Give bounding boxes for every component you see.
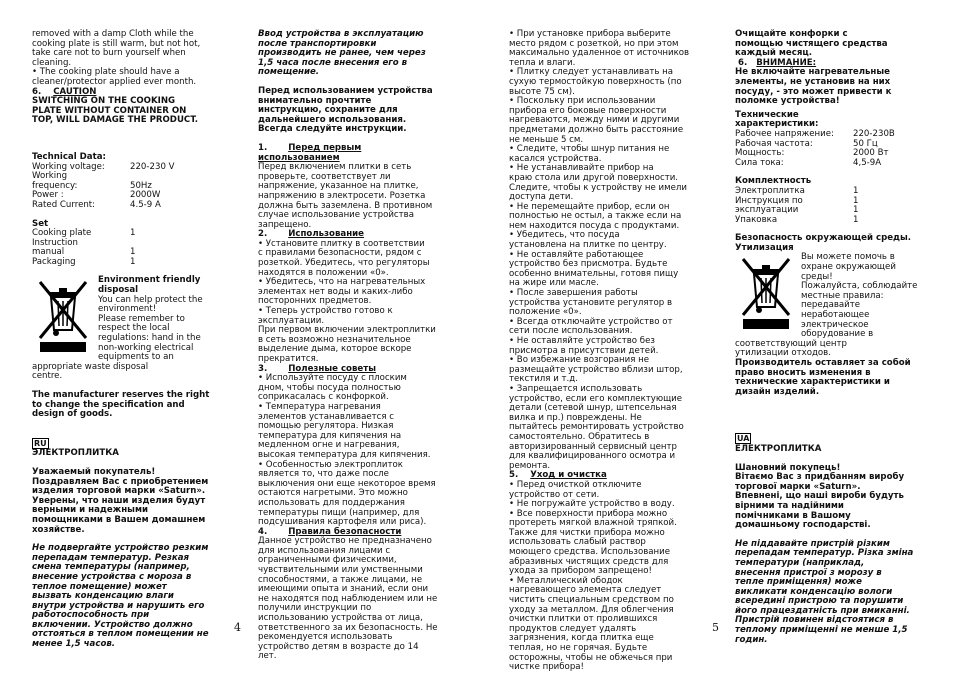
text-line: положение «0». [509,307,582,318]
text-line: дальнейшего использования. [258,114,407,125]
text-line: использовать для поддержания [258,497,405,508]
spec-value: 1 [130,256,136,267]
text-line: пытайтесь ремонтировать устройство [509,422,684,433]
text-line: теплая, но не горячая. Будьте [509,643,648,653]
spec-row [32,239,250,249]
text-line: менее 1,5 часов. [32,639,116,650]
ru-tech-title [735,111,930,130]
text-line: removed with a damp Cloth while the [32,29,194,39]
column-3 [509,30,703,673]
text-line: для использования лицами с [258,545,391,556]
text-line: design of goods. [32,409,113,420]
text-line: всередині пристрою та порушити [735,596,904,607]
text-line: выключения они еще некоторое время [258,478,436,489]
spec-key: Рабочая частота: [735,138,813,149]
text-line: присмотра в присутствии детей. [509,345,659,356]
section-1-heading: 1. Перед первым [258,142,362,153]
text-line: неработающее [801,310,870,321]
text-line: помічниками в Вашому [735,510,851,521]
keep-text [258,87,448,135]
text-line: чувствительными или умственными [258,565,423,576]
text-line: тепле приміщення) може [735,577,862,588]
recycle-bin-icon-ru [739,255,795,335]
text-line: Шановний покупець! [735,462,841,473]
text-line: • Во избежание возгорания не [509,355,650,366]
text-line: устройство от сети. [509,489,600,500]
text-line: верными и надежными [32,505,148,516]
text-line: ухода за прибором запрещено! [509,566,652,577]
text-line: The manufacturer reserves the right [32,390,210,400]
spec-key: Instruction [32,237,78,248]
text-line: текстиля и т.д. [509,374,578,385]
spec-key: Rated Current: [32,199,96,210]
cover-bullet: • The cooking plate should have a [32,67,180,78]
spec-value: 4.5-9 A [130,199,161,210]
spec-key: frequency: [32,180,78,191]
spec-row [32,258,250,268]
ua-tag: UA [737,434,750,444]
text-line: викликати конденсацію вологи [735,586,893,597]
text-line: краю стола или другой поверхности. [509,172,679,183]
text-line: ответственного за их безопасность. Не [258,622,438,633]
text-line: cleaning. [32,57,72,68]
page-number-4: 4 [234,621,241,634]
spec-key: Рабочее напряжение: [735,128,834,139]
text-line: нем находится посуда с продуктами. [509,220,680,231]
text-line: элементы, не установив на них [735,76,891,87]
text-line: технические характеристики и [735,377,890,388]
text-line: авторизированный сервисный центр [509,441,677,452]
column-2 [258,30,448,662]
tech-title: Technical Data: [32,151,106,162]
env-block [32,276,250,382]
intro-text [258,30,448,78]
spec-key: Cooking plate [32,228,92,239]
text-line: • Установите плитку в соответствии [258,238,425,249]
text-line: ограниченными физическими, [258,555,397,566]
ua-warning [735,540,930,646]
text-line: электрическое [801,319,869,330]
ru-tech-table [735,130,930,168]
text-line: охране окружающей [801,262,896,273]
text-line: його працездатність при вмиканні. [735,605,910,616]
spec-row [735,216,930,226]
spec-key: Working voltage: [32,161,105,172]
text-line: высоте 75 см). [509,86,575,97]
text-line: Следите, чтобы к устройству не имели [509,182,687,193]
text-line: Environment friendly [98,275,201,286]
text-line: дном, чтобы посуда полностью [258,382,401,393]
text-line: чистке прибора! [509,662,584,673]
text-line: тепла и влаги. [509,57,576,68]
text-line: внутри устройства и нарушить его [32,600,205,611]
spec-key: Мощность: [735,148,785,159]
text-line: прекратится. [258,354,319,364]
spec-value: 220-230В [853,128,895,139]
text-line: температуры пищи (например, для [258,507,420,518]
text-line: получили инструкции по [258,603,372,614]
text-line: внесення пристрої з морозу в [735,567,882,578]
text-line: • Не перемещайте прибор, если он [509,201,670,212]
text-line: вызвать конденсацию влаги [32,591,174,602]
text-line: проверьте, соответствует ли [258,171,391,182]
text-line: внимательно прочтите [258,95,372,106]
section-4-text [258,537,448,662]
spec-key: manual [32,247,65,258]
spec-row [32,201,250,211]
text-line: • Плитку следует устанавливать на [509,67,674,78]
text-line: environment! [98,304,157,315]
text-line: помощниками в Вашем домашнем [32,514,206,525]
text-line: имеющими опыта и знаний, если они [258,584,429,595]
text-line: Вы можете помочь в [801,252,895,263]
text-line: • Всегда отключайте устройство от [509,316,673,327]
text-line: чистить специальным средством по [509,595,674,606]
text-line: You can help protect the [98,294,203,305]
text-line: уходу за металлом. Для облегчения [509,604,674,615]
section-5-heading: 5. Уход и очистка [509,470,607,481]
spec-key: Инструкция по [735,195,803,206]
spec-key: Электроплитка [735,185,805,196]
text-line: производить не ранее, чем через [258,48,426,59]
reserve-text [32,391,250,420]
text-line: Ввод устройства в эксплуатацию [258,29,424,39]
text-line: • Не оставляйте работающее [509,249,644,260]
text-line: годин. [735,634,768,645]
text-line: посуду, - это может привести к [735,86,892,97]
text-line: appropriate waste disposal [32,361,149,372]
text-line: • Все поверхности прибора можно [509,508,668,519]
text-line: вилка и пр.) повреждены. Не [509,412,642,423]
text-line: Не піддавайте пристрій різким [735,538,890,549]
ru-greeting [32,468,250,535]
text-line: особенно внимательны, готовя пищу [509,268,679,279]
text-line: максимально удаленное от источников [509,48,690,59]
text-line: Пристрій повинен відстоятися в [735,615,894,626]
text-line: самостоятельно. Обратитесь в [509,431,650,442]
text-line: торгової марки «Saturn». [735,481,861,492]
text-line: передавайте [801,300,861,311]
text-line: установлена на плитке по центру. [509,240,667,251]
text-line: напряжение, указанное на плитке, [258,181,419,192]
text-line: внесение устройства с мороза в [32,571,192,582]
text-line: не меньше 5 см. [509,134,584,145]
text-line: элементах нет воды и каких-либо [258,286,413,297]
text-line: SWITCHING ON THE COOKING [32,96,176,107]
text-line: • Не оставляйте устройство без [509,336,655,346]
text-line: размещайте устройство вблизи штор, [509,364,683,375]
text-line: • Теперь устройство готово к [258,306,393,317]
text-line: включении. Устройство должно [32,619,193,630]
clean-text [735,30,930,59]
text-line: cooking plate is still warm, but not hot, [32,38,201,49]
text-line: устройство детям в возрасте до 14 [258,641,419,652]
spec-value: 1 [853,205,859,216]
text-line: после транспортировки [258,38,377,49]
ru-reserve-text [735,359,930,397]
text-line: напряжению в электросети. Розетка [258,190,426,201]
text-line: касался устройства. [509,153,602,164]
spec-value: 220-230 V [130,161,175,172]
text-line: перепадам температур. Різка зміна [735,548,914,559]
text-line: хозяйстве. [32,524,85,535]
spec-key: эксплуатации [735,205,799,216]
text-line: equipments to an [98,352,174,363]
kit-table [735,187,930,225]
text-line: эксплуатации. [258,315,325,326]
text-line: на жире или масле. [509,278,599,289]
text-line: • Металлический ободок [509,575,623,586]
text-line: Безопасность окружающей среды. [735,233,912,244]
text-line: Впевнені, що наші вироби будуть [735,491,904,502]
text-line: перепадам температур. Резкая [32,552,190,563]
spec-row [735,159,930,169]
text-line: • Запрещается использовать [509,383,643,394]
text-line: Уважаемый покупатель! [32,466,156,477]
text-line: абразивных чистящих средств для [509,556,669,567]
ru-title: ЭЛЕКТРОПЛИТКА [32,448,119,459]
text-line: для квалифицированного осмотра и [509,451,676,462]
spec-key: Упаковка [735,214,778,225]
text-line: в сеть возможно незначительное [258,334,411,345]
text-line: лет. [258,651,277,662]
spec-key: Power : [32,190,64,201]
text-line: загрязнения, когда плитка еще [509,633,654,644]
text-line: работоспособность при [32,610,150,621]
text-line: TOP, WILL DAMAGE THE PRODUCT. [32,115,199,126]
text-line: помещение. [258,67,320,78]
caution-heading: 6. CAUTION [32,86,97,97]
section-4-heading: 4. Правила безопасности [258,526,402,537]
column-4 [735,30,930,645]
text-line: Поздравляем Вас с приобретением [32,476,209,487]
text-line: Также для чистки прибора можно [509,527,665,538]
text-line: с правилами безопасности, рядом с [258,248,422,259]
section-2-text [258,240,448,365]
text-line: regulations: hand in the [98,333,201,344]
text-line: Производитель оставляет за собой [735,358,911,368]
text-line: ремонта. [509,460,551,471]
text-line: поломке устройства! [735,96,840,107]
text-line: • Особенностью электроплиток [258,459,403,470]
text-line: Всегда следуйте инструкции. [258,124,407,135]
spec-value: 1 [853,185,859,196]
text-line: сети после использования. [509,326,633,337]
safety-list [509,30,703,471]
text-line: При первом включении электроплитки [258,325,436,336]
spec-key: Сила тока: [735,157,784,168]
text-line: домашньому господарстві. [735,520,871,531]
text-line: • Следите, чтобы шнур питания не [509,144,670,155]
eco-block [735,253,930,349]
spec-value: 50 Гц [853,138,878,149]
text-line: инструкцию, сохраните для [258,105,398,116]
section-3-text [258,374,448,528]
text-line: теплому приміщенні не менше 1,5 [735,625,908,636]
eco-tail: утилизации отходов. [735,348,831,359]
text-line: Пожалуйста, соблюдайте [801,281,918,292]
text-line: • Не устанавливайте прибор на [509,163,654,174]
text-line: Please remember to [98,313,185,324]
text-line: находятся в положении «0». [258,267,389,278]
text-line: Технические [735,109,799,120]
text-line: способностями, а также лицами, не [258,574,423,585]
text-line: сухую термостойкую поверхность (по [509,76,682,87]
text-line: помощью регулятора. Низкая [258,421,394,432]
section-3-heading: 3. Полезные советы [258,363,376,374]
eco-title [735,234,930,253]
spec-value: 50Hz [130,180,152,191]
text-line: каждый месяц. [735,48,813,59]
text-line: устройство без присмотра. Будьте [509,259,668,270]
text-line: является то, что даже после [258,469,389,480]
text-line: Перед использованием устройства [258,85,433,96]
text-line: respect the local [98,323,170,334]
text-line: детали (сетевой шнур, штепсельная [509,403,677,414]
text-line: медленном огне и нагревания, [258,440,400,451]
text-line: • Используйте посуду с плоским [258,373,407,384]
text-line: disposal [98,285,139,296]
text-line: должна быть заземлена. В противном [258,200,433,211]
text-line: вірними та надійними [735,500,844,511]
text-line: • После завершения работы [509,288,638,299]
spec-value: 1 [853,195,859,206]
text-line: Перед включением плитки в сеть [258,162,412,173]
text-line: нагревающего элемента следует [509,585,662,596]
text-line: рекомендуется использовать [258,632,393,643]
care-text [32,30,250,68]
section-5-text [509,481,703,673]
spec-value: 1 [130,247,136,258]
text-line: право вносить изменения в [735,367,871,378]
text-line: смена температуры (например, [32,562,190,573]
recycle-bin-icon [36,278,92,358]
text-line: прибора его боковые поверхности [509,105,667,116]
spec-value: 4,5-9А [853,157,882,168]
text-line: устройство, если его комплектующие [509,393,683,404]
text-line: Уверены, что наши изделия будут [32,495,206,506]
ru-warning [32,544,250,650]
spec-key: Working [32,171,68,182]
text-line: характеристики: [735,119,819,130]
text-line: соответствующий центр [735,338,847,349]
text-line: теплое помещение) может [32,581,167,592]
text-line: использованию устройства от лица, [258,613,423,624]
text-line: • Температура нагревания [258,401,381,412]
text-line: • Не погружайте устройство в воду. [509,499,675,510]
text-line: протереть мягкой влажной тряпкой. [509,518,677,529]
text-line: запрещено. [258,219,312,230]
text-line: изделия торговой марки «Saturn». [32,486,206,497]
text-line: розеткой. Убедитесь, что регуляторы [258,258,430,269]
text-line: посторонних предметов. [258,296,372,307]
caution-text [32,97,250,126]
page-number-5: 5 [712,621,719,634]
spec-value: 1 [853,214,859,225]
text-line: местные правила: [801,290,884,301]
text-line: PLATE WITHOUT CONTAINER ON [32,105,187,116]
spec-value: 2000W [130,190,161,201]
text-line: очистки плитки от пролившихся [509,614,658,625]
text-line: оборудование в [801,329,874,340]
text-line: использовать слабый раствор [509,537,646,548]
column-1 [32,30,250,650]
text-line: соприкасалась с конфоркой. [258,392,389,403]
kit-title: Комплектность [735,176,812,187]
text-line: температура для кипячения на [258,430,402,441]
text-line: Вітаємо Вас з придбанням виробу [735,472,905,483]
warning-heading: 6. ВНИМАНИЕ: [738,57,817,68]
text-line: нагреваются, между ними и другими [509,115,680,126]
spec-value: 1 [130,228,136,239]
text-line: • При установке прибора выберите [509,29,671,39]
spec-value: 2000 Вт [853,148,889,159]
text-line: продуктов следует удалять [509,623,637,634]
text-line: • Убедитесь, что посуда [509,230,620,241]
text-line: устройства установите регулятор в [509,297,673,308]
text-line: предметами должно быть расстояние [509,124,684,135]
text-line: take care not to burn yourself when [32,48,186,59]
text-line: • Убедитесь, что на нагревательных [258,277,426,288]
ru-tag: RU [34,438,47,448]
section-1-text [258,163,448,230]
text-line: подсушивания картофеля или риса). [258,517,427,528]
text-line: Не включайте нагревательные [735,67,890,78]
text-line: to change the specification and [32,399,185,410]
spec-key: Packaging [32,256,76,267]
tech-table [32,163,250,211]
text-line: • Перед очисткой отключите [509,479,642,490]
section-2-heading: 2. Использование [258,229,364,240]
text-line: Утилизация [735,242,794,253]
text-line: доступа дети. [509,192,574,203]
text-line: остаются нагретыми. Это можно [258,488,408,499]
text-line: температури (наприклад, [735,557,865,568]
text-line: • Поскольку при использовании [509,96,656,107]
text-line: дизайн изделий. [735,386,820,397]
text-line: 1,5 часа после внесения его в [258,57,408,68]
text-line: Очищайте конфорки с [735,29,848,39]
text-line: полностью не остыл, а также если на [509,211,682,222]
text-line: осторожны, чтобы не обжечься при [509,652,673,663]
ua-title: ЕЛЕКТРОПЛИТКА [735,443,822,454]
text-line: место рядом с розеткой, но при этом [509,38,679,49]
text-line: Данное устройство не предназначено [258,536,432,547]
text-line: отстояться в теплом помещении не [32,629,209,640]
text-line: моющего средства. Использование [509,547,671,558]
set-table [32,229,250,267]
text-line: элементов устанавливается с [258,411,395,422]
text-line: помощью чистящего средства [735,38,888,49]
warning-text [735,68,930,106]
text-line: случае использование устройства [258,210,414,221]
text-line: Не подвергайте устройство резким [32,543,209,554]
text-line: высокая температура для кипячения. [258,449,431,460]
text-line: не находятся под наблюдением или не [258,593,438,604]
text-line: centre. [32,371,63,382]
section-1-heading-cont: использованием [258,152,340,163]
ua-greeting [735,464,930,531]
text-line: среды! [801,271,833,282]
set-title: Set [32,218,49,229]
text-line: выделение дыма, которое вскоре [258,344,412,355]
cover-bullet-cont: cleaner/protector applied ever month. [32,76,197,87]
text-line: non-working electrical [98,342,194,353]
